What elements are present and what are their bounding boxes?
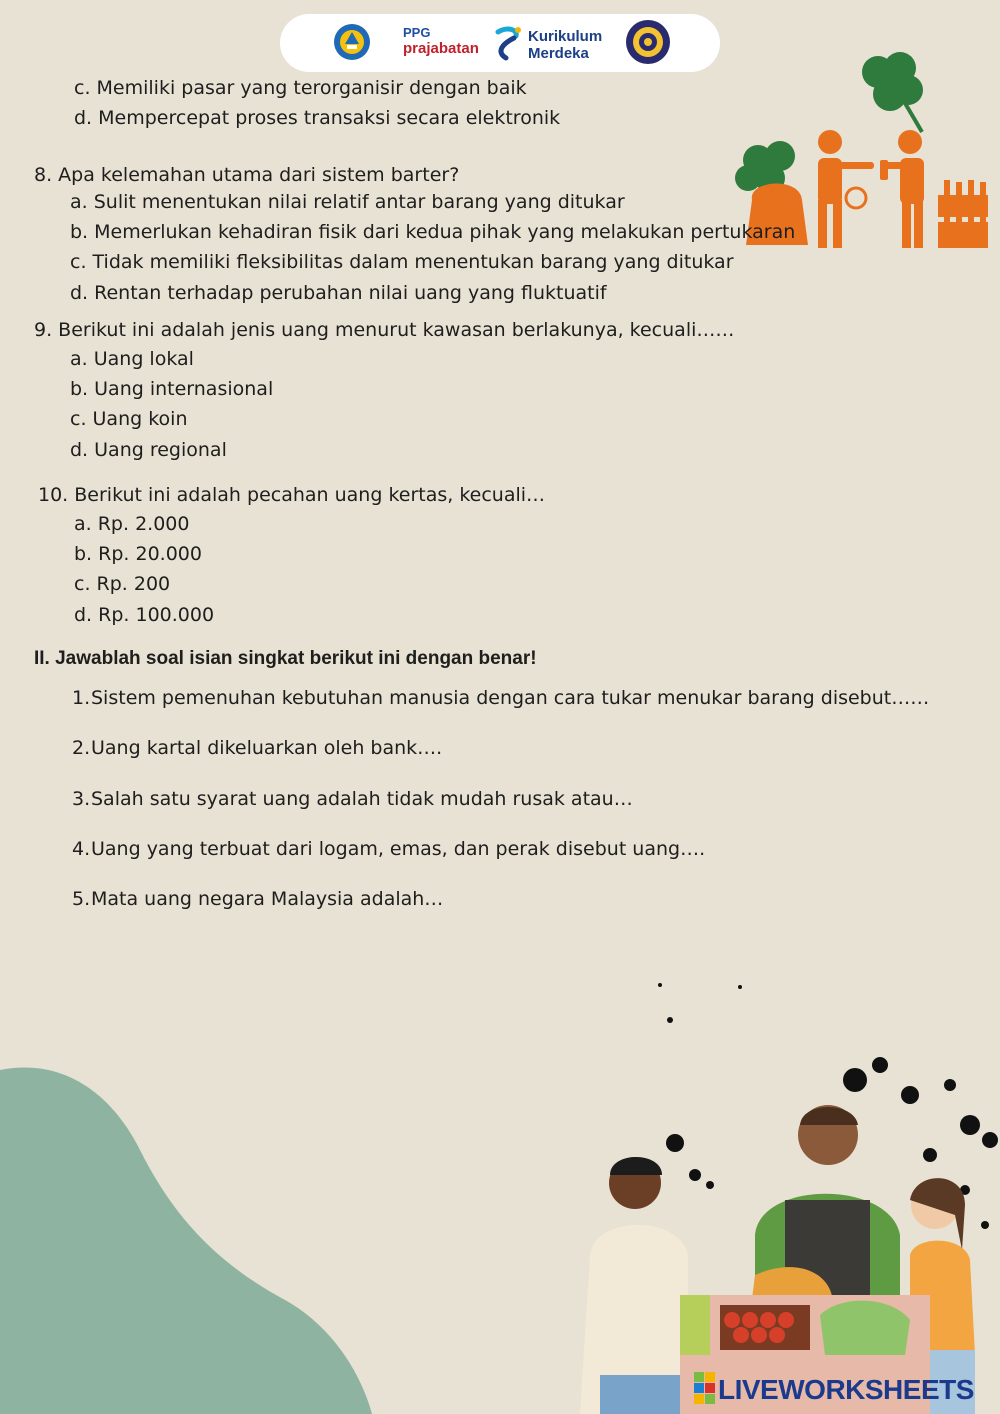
ppg-label: PPG [403,25,431,40]
q8-option-b[interactable]: b. Memerlukan kehadiran fisik dari kedua pihak yang melakukan pertukaran [70,221,796,243]
fill-item-number: 2. [72,737,91,759]
q8-option-c[interactable]: c. Tidak memiliki fleksibilitas dalam menentukan barang yang ditukar [70,251,734,273]
fill-item-text: Mata uang negara Malaysia adalah… [91,888,444,910]
q8-option-a[interactable]: a. Sulit menentukan nilai relatif antar barang yang ditukar [70,191,625,213]
fill-item-number: 4. [72,838,91,860]
q9-option-a[interactable]: a. Uang lokal [70,348,194,370]
kurikulum-merdeka-icon [492,24,524,64]
q9-option-d[interactable]: d. Uang regional [70,439,227,461]
fill-item-4 [72,838,705,860]
header-logos [280,14,720,72]
ppg-prajabatan-logo [403,26,479,56]
q10-question: 10. Berikut ini adalah pecahan uang kertas, kecuali… [38,484,546,506]
fill-item-number: 5. [72,888,91,910]
fill-item-text: Uang kartal dikeluarkan oleh bank…. [91,737,443,759]
fill-item-text: Salah satu syarat uang adalah tidak mudah rusak atau… [91,788,633,810]
q10-option-a[interactable]: a. Rp. 2.000 [74,513,190,535]
q9-option-b[interactable]: b. Uang internasional [70,378,274,400]
fill-item-number: 1. [72,687,91,709]
university-seal-logo [624,18,672,66]
q9-question: 9. Berikut ini adalah jenis uang menurut kawasan berlakunya, kecuali…… [34,319,735,341]
liveworksheets-watermark: LIVEWORKSHEETS [718,1374,974,1405]
fill-item-number: 3. [72,788,91,810]
kurikulum-merdeka-label: Kurikulum Merdeka [528,28,603,62]
section-2-title: II. Jawablah soal isian singkat berikut ini dengan benar! [34,648,537,669]
prajabatan-label: prajabatan [403,40,479,57]
market-illustration [570,975,1000,1414]
q10-option-b[interactable]: b. Rp. 20.000 [74,543,202,565]
q8-question: 8. Apa kelemahan utama dari sistem barter? [34,164,460,186]
fill-item-2 [72,737,442,759]
fill-item-text: Uang yang terbuat dari logam, emas, dan perak disebut uang…. [91,838,706,860]
q9-option-c[interactable]: c. Uang koin [70,408,188,430]
q8-option-d[interactable]: d. Rentan terhadap perubahan nilai uang yang fluktuatif [70,282,607,304]
q10-option-c[interactable]: c. Rp. 200 [74,573,171,595]
liveworksheets-logo-icon [694,1372,716,1406]
fill-item-text: Sistem pemenuhan kebutuhan manusia dengan cara tukar menukar barang disebut…… [91,687,930,709]
q7-option-c: c. Memiliki pasar yang terorganisir dengan baik [74,77,527,99]
fill-item-1 [72,687,929,709]
fill-item-3 [72,788,633,810]
fill-item-5 [72,888,443,910]
kemdikbud-logo [332,18,372,66]
q10-option-d[interactable]: d. Rp. 100.000 [74,604,215,626]
q7-option-d: d. Mempercepat proses transaksi secara elektronik [74,107,561,129]
